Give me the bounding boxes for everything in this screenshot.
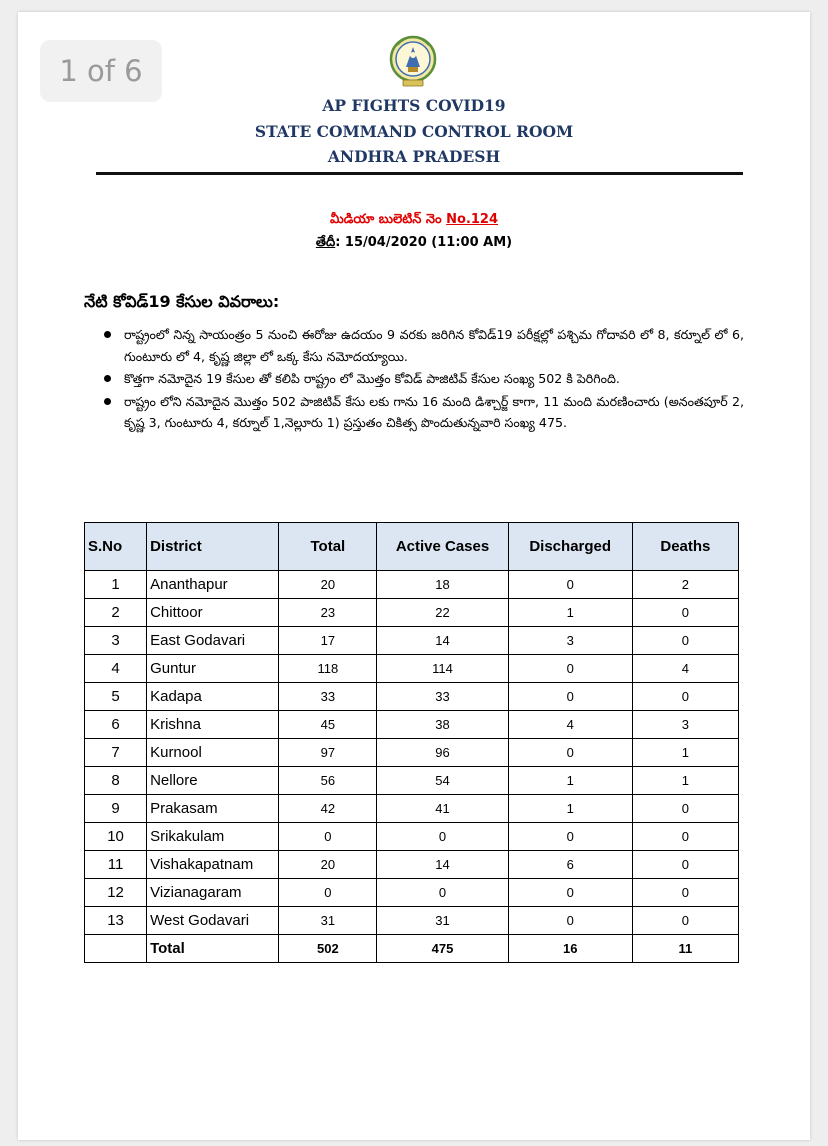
cell-sno: 10: [85, 823, 147, 851]
bullet-item: [104, 391, 744, 434]
cell-active: 114: [377, 655, 508, 683]
table-row: [85, 823, 739, 851]
cell-total: 20: [279, 571, 377, 599]
cell-sno: 12: [85, 879, 147, 907]
cell-district: Ananthapur: [147, 571, 279, 599]
cell-active: 31: [377, 907, 508, 935]
cell-discharged: 6: [508, 851, 632, 879]
cell-deaths: 0: [632, 627, 738, 655]
cell-deaths: 0: [632, 851, 738, 879]
table-row: [85, 767, 739, 795]
total-cell-sno: [85, 935, 147, 963]
col-header-discharged: Discharged: [508, 523, 632, 571]
cell-discharged: 4: [508, 711, 632, 739]
cell-discharged: 0: [508, 823, 632, 851]
cell-total: 31: [279, 907, 377, 935]
cell-discharged: 0: [508, 907, 632, 935]
cell-district: Vizianagaram: [147, 879, 279, 907]
cell-discharged: 1: [508, 599, 632, 627]
cell-sno: 7: [85, 739, 147, 767]
cell-discharged: 0: [508, 655, 632, 683]
cell-sno: 11: [85, 851, 147, 879]
cell-deaths: 4: [632, 655, 738, 683]
cell-total: 42: [279, 795, 377, 823]
cell-deaths: 0: [632, 795, 738, 823]
total-cell-district: Total: [147, 935, 279, 963]
cell-active: 33: [377, 683, 508, 711]
cell-district: Chittoor: [147, 599, 279, 627]
bulletin-no: No.124: [446, 212, 499, 227]
cell-active: 38: [377, 711, 508, 739]
cell-total: 56: [279, 767, 377, 795]
bullet-item: [104, 324, 744, 367]
header-divider: [96, 172, 743, 175]
cell-total: 23: [279, 599, 377, 627]
media-bulletin-number: [0, 212, 828, 230]
cell-discharged: 1: [508, 795, 632, 823]
table-row: [85, 795, 739, 823]
cell-district: West Godavari: [147, 907, 279, 935]
cell-discharged: 0: [508, 683, 632, 711]
bullet-dot-icon: [104, 398, 111, 405]
cell-district: Kurnool: [147, 739, 279, 767]
table-header-row: [85, 523, 739, 571]
table-body: [85, 571, 739, 963]
cell-discharged: 3: [508, 627, 632, 655]
date-label: తేదీ: [315, 235, 336, 250]
cell-total: 20: [279, 851, 377, 879]
col-header-total: Total: [279, 523, 377, 571]
cell-deaths: 0: [632, 907, 738, 935]
cell-active: 54: [377, 767, 508, 795]
page-indicator: 1 of 6: [40, 40, 162, 102]
total-cell-total: 502: [279, 935, 377, 963]
cell-district: Guntur: [147, 655, 279, 683]
bullet-list: [104, 324, 744, 435]
table-row: [85, 599, 739, 627]
cell-district: Kadapa: [147, 683, 279, 711]
cell-active: 14: [377, 851, 508, 879]
cell-active: 18: [377, 571, 508, 599]
cell-district: Nellore: [147, 767, 279, 795]
cell-district: East Godavari: [147, 627, 279, 655]
cell-sno: 13: [85, 907, 147, 935]
cell-sno: 4: [85, 655, 147, 683]
table-row: [85, 711, 739, 739]
cell-district: Prakasam: [147, 795, 279, 823]
total-cell-discharged: 16: [508, 935, 632, 963]
table-total-row: [85, 935, 739, 963]
cell-discharged: 0: [508, 879, 632, 907]
cell-total: 17: [279, 627, 377, 655]
cell-deaths: 1: [632, 739, 738, 767]
cell-discharged: 1: [508, 767, 632, 795]
ap-state-emblem-icon: [389, 33, 437, 89]
header-state: ANDHRA PRADESH: [327, 147, 501, 166]
cell-total: 97: [279, 739, 377, 767]
cell-deaths: 0: [632, 879, 738, 907]
bulletin-label: మీడియా బులెటిన్ నెం: [329, 212, 447, 227]
cell-deaths: 0: [632, 599, 738, 627]
bullet-dot-icon: [104, 331, 111, 338]
table-row: [85, 879, 739, 907]
cell-total: 118: [279, 655, 377, 683]
district-cases-table: [84, 522, 739, 963]
cell-active: 0: [377, 879, 508, 907]
cell-active: 0: [377, 823, 508, 851]
cell-active: 41: [377, 795, 508, 823]
table-row: [85, 739, 739, 767]
cell-total: 0: [279, 879, 377, 907]
table-row: [85, 851, 739, 879]
cell-sno: 1: [85, 571, 147, 599]
cell-active: 22: [377, 599, 508, 627]
cell-sno: 8: [85, 767, 147, 795]
cell-district: Vishakapatnam: [147, 851, 279, 879]
table-row: [85, 627, 739, 655]
table-row: [85, 907, 739, 935]
section-title: నేటి కోవిడ్19 కేసుల వివరాలు:: [84, 292, 280, 311]
total-cell-active: 475: [377, 935, 508, 963]
date-value: : 15/04/2020 (11:00 AM): [335, 235, 513, 250]
bullet-text: రాష్ట్రం లోని నమోదైన మొత్తం 502 పాజిటివ్ కేసు లకు గాను 16 మంది డిశ్చార్జ్ కాగా, 11 మంది మరణించారు (అనంతపూర్ 2, కృష్ణ 3, గుంటూరు 4, కర్నూల్ 1,నెల్లూరు 1) ప్రస్తుతం చికిత్స పొందుతున్నవారి సంఖ్య 475.: [124, 393, 744, 430]
col-header-active: Active Cases: [377, 523, 508, 571]
bullet-text: రాష్ట్రంలో నిన్న సాయంత్రం 5 నుంచి ఈరోజు ఉదయం 9 వరకు జరిగిన కోవిడ్19 పరీక్షల్లో పశ్చిమ గోదావరి లో 8, కర్నూల్ లో 6, గుంటూరు లో 4, కృష్ణ జిల్లా లో ఒక్క కేసు నమోదయ్యాయి.: [124, 327, 744, 364]
cell-active: 14: [377, 627, 508, 655]
cell-total: 0: [279, 823, 377, 851]
cell-sno: 6: [85, 711, 147, 739]
cell-sno: 3: [85, 627, 147, 655]
cell-district: Krishna: [147, 711, 279, 739]
bulletin-date: [0, 235, 828, 253]
cell-active: 96: [377, 739, 508, 767]
header-title: AP FIGHTS COVID19: [322, 96, 506, 115]
header-subtitle: STATE COMMAND CONTROL ROOM: [254, 122, 574, 141]
cell-deaths: 2: [632, 571, 738, 599]
col-header-district: District: [147, 523, 279, 571]
bullet-item: [104, 368, 744, 390]
cell-total: 33: [279, 683, 377, 711]
col-header-sno: S.No: [85, 523, 147, 571]
cell-deaths: 0: [632, 683, 738, 711]
cell-deaths: 3: [632, 711, 738, 739]
cell-sno: 9: [85, 795, 147, 823]
cell-deaths: 0: [632, 823, 738, 851]
cell-district: Srikakulam: [147, 823, 279, 851]
bullet-dot-icon: [104, 375, 111, 382]
col-header-deaths: Deaths: [632, 523, 738, 571]
cell-deaths: 1: [632, 767, 738, 795]
table-row: [85, 655, 739, 683]
table-row: [85, 683, 739, 711]
bullet-text: కొత్తగా నమోదైన 19 కేసుల తో కలిపి రాష్ట్రం లో మొత్తం కోవిడ్ పాజిటివ్ కేసుల సంఖ్య 502 కి పెరిగింది.: [124, 371, 620, 386]
cell-discharged: 0: [508, 739, 632, 767]
table-row: [85, 571, 739, 599]
cell-discharged: 0: [508, 571, 632, 599]
total-cell-deaths: 11: [632, 935, 738, 963]
cell-sno: 5: [85, 683, 147, 711]
cell-total: 45: [279, 711, 377, 739]
cell-sno: 2: [85, 599, 147, 627]
